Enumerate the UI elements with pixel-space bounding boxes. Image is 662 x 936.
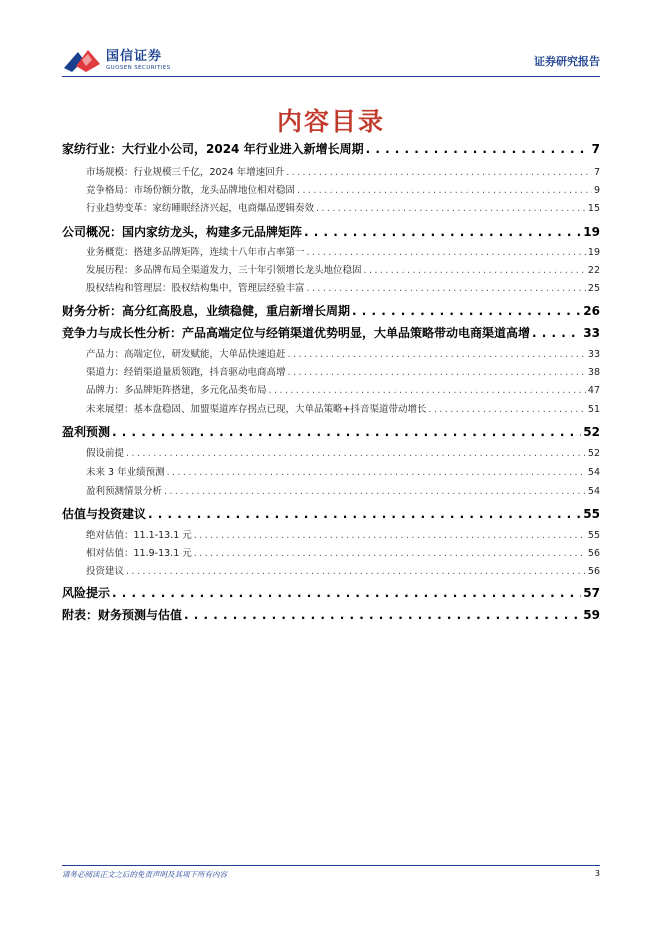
toc-dot-leader (164, 486, 586, 497)
toc-chapter-entry[interactable] (62, 302, 600, 319)
toc-dot-leader (286, 167, 592, 178)
logo-chinese-name: 国信证券 (106, 48, 163, 64)
toc-entry-page: 55 (587, 530, 600, 541)
toc-section-entry[interactable] (86, 280, 600, 294)
toc-dot-leader (126, 448, 586, 459)
toc-section-entry[interactable] (86, 401, 600, 415)
toc-entry-page: 15 (587, 203, 600, 214)
toc-section-entry[interactable] (86, 262, 600, 276)
toc-entry-title: 绝对估值：11.1-13.1 元 (86, 530, 192, 541)
toc-entry-page: 54 (587, 486, 600, 497)
toc-entry-title: 投资建议 (86, 566, 125, 577)
toc-section-entry[interactable] (86, 346, 600, 360)
toc-entry-page: 9 (593, 185, 600, 196)
toc-entry-page: 56 (587, 566, 600, 577)
toc-chapter-entry[interactable] (62, 223, 600, 240)
toc-chapter-entry[interactable] (62, 423, 600, 440)
toc-chapter-entry[interactable] (62, 505, 600, 522)
toc-dot-leader (194, 548, 586, 559)
page-title: 内容目录 (276, 107, 385, 136)
toc-entry-page: 19 (583, 225, 600, 239)
toc-chapter-entry[interactable] (62, 324, 600, 341)
toc-section-entry[interactable] (86, 182, 600, 196)
toc-dot-leader (304, 225, 581, 239)
toc-entry-title: 未来 3 年业绩预测 (86, 467, 165, 478)
toc-entry-title: 业务概览：搭建多品牌矩阵，连续十八年市占率第一 (86, 247, 305, 258)
toc-entry-page: 33 (587, 349, 600, 360)
toc-entry-title: 家纺行业：大行业小公司，2024 年行业进入新增长周期 (62, 142, 364, 156)
toc-chapter-entry[interactable] (62, 606, 600, 623)
toc-entry-page: 25 (587, 283, 600, 294)
toc-section-entry[interactable] (86, 527, 600, 541)
toc-dot-leader (532, 326, 581, 340)
toc-entry-page: 7 (593, 167, 600, 178)
toc-dot-leader (316, 203, 586, 214)
toc-section-entry[interactable] (86, 545, 600, 559)
toc-section-entry[interactable] (86, 364, 600, 378)
toc-entry-page: 33 (583, 326, 600, 340)
toc-entry-title: 竞争力与成长性分析：产品高端定位与经销渠道优势明显，大单品策略带动电商渠道高增 (62, 326, 531, 340)
toc-section-entry[interactable] (86, 445, 600, 459)
toc-entry-page: 51 (587, 404, 600, 415)
toc-section-entry[interactable] (86, 244, 600, 258)
toc-entry-title: 公司概况：国内家纺龙头，构建多元品牌矩阵 (62, 225, 303, 239)
toc-dot-leader (112, 425, 581, 439)
toc-dot-leader (112, 586, 581, 600)
toc-dot-leader (148, 507, 581, 521)
toc-section-entry[interactable] (86, 382, 600, 396)
toc-dot-leader (428, 404, 585, 415)
toc-dot-leader (307, 283, 586, 294)
toc-entry-page: 54 (587, 467, 600, 478)
toc-entry-page: 26 (583, 304, 600, 318)
toc-entry-title: 发展历程：多品牌布局全渠道发力，三十年引领增长龙头地位稳固 (86, 265, 362, 276)
toc-section-entry[interactable] (86, 164, 600, 178)
toc-chapter-entry[interactable] (62, 584, 600, 601)
toc-entry-title: 假设前提 (86, 448, 125, 459)
toc-entry-title: 竞争格局：市场份额分散，龙头品牌地位相对稳固 (86, 185, 296, 196)
toc-section-entry[interactable] (86, 483, 600, 497)
company-logo (62, 44, 170, 76)
footer-divider (62, 865, 600, 866)
page-header (62, 44, 600, 78)
page-number: 3 (594, 869, 600, 878)
toc-dot-leader (288, 349, 586, 360)
toc-dot-leader (364, 265, 586, 276)
toc-entry-page: 7 (591, 142, 600, 156)
toc-entry-page: 52 (583, 425, 600, 439)
toc-dot-leader (126, 566, 586, 577)
toc-entry-title: 未来展望：基本盘稳固、加盟渠道库存拐点已现，大单品策略+抖音渠道带动增长 (86, 404, 427, 415)
toc-entry-title: 市场规模：行业规模三千亿，2024 年增速回升 (86, 167, 285, 178)
toc-section-entry[interactable] (86, 200, 600, 214)
toc-entry-page: 47 (587, 385, 600, 396)
toc-entry-title: 行业趋势变革：家纺睡眠经济兴起，电商爆品逻辑奏效 (86, 203, 315, 214)
toc-chapter-entry[interactable] (62, 140, 600, 157)
footer-disclaimer: 请务必阅读正文之后的免责声明及其项下所有内容 (62, 870, 227, 879)
toc-entry-page: 22 (587, 265, 600, 276)
toc-entry-page: 19 (587, 247, 600, 258)
toc-dot-leader (297, 185, 592, 196)
toc-entry-title: 盈利预测 (62, 425, 111, 439)
toc-entry-page: 59 (583, 608, 600, 622)
toc-entry-page: 56 (587, 548, 600, 559)
toc-entry-title: 附表：财务预测与估值 (62, 608, 183, 622)
report-type-label: 证券研究报告 (534, 55, 600, 68)
toc-entry-title: 风险提示 (62, 586, 111, 600)
header-divider (62, 76, 600, 77)
toc-entry-page: 38 (587, 367, 600, 378)
toc-section-entry[interactable] (86, 464, 600, 478)
toc-dot-leader (352, 304, 581, 318)
toc-entry-page: 57 (583, 586, 600, 600)
toc-entry-title: 品牌力：多品牌矩阵搭建，多元化品类布局 (86, 385, 267, 396)
toc-entry-title: 产品力：高端定位，研发赋能，大单品快速追赶 (86, 349, 286, 360)
toc-dot-leader (269, 385, 586, 396)
toc-entry-page: 55 (583, 507, 600, 521)
toc-entry-page: 52 (587, 448, 600, 459)
toc-dot-leader (307, 247, 586, 258)
toc-dot-leader (194, 530, 586, 541)
logo-english-name: GUOSEN SECURITIES (106, 64, 171, 71)
toc-section-entry[interactable] (86, 563, 600, 577)
toc-entry-title: 相对估值：11.9-13.1 元 (86, 548, 192, 559)
guosen-logo-icon (62, 46, 102, 74)
toc-entry-title: 盈利预测情景分析 (86, 486, 163, 497)
toc-entry-title: 股权结构和管理层：股权结构集中，管理层经验丰富 (86, 283, 305, 294)
toc-dot-leader (366, 142, 590, 156)
toc-dot-leader (288, 367, 586, 378)
toc-dot-leader (184, 608, 581, 622)
toc-entry-title: 渠道力：经销渠道量质领跑，抖音驱动电商高增 (86, 367, 286, 378)
toc-dot-leader (167, 467, 586, 478)
toc-entry-title: 财务分析：高分红高股息，业绩稳健，重启新增长周期 (62, 304, 351, 318)
toc-entry-title: 估值与投资建议 (62, 507, 147, 521)
